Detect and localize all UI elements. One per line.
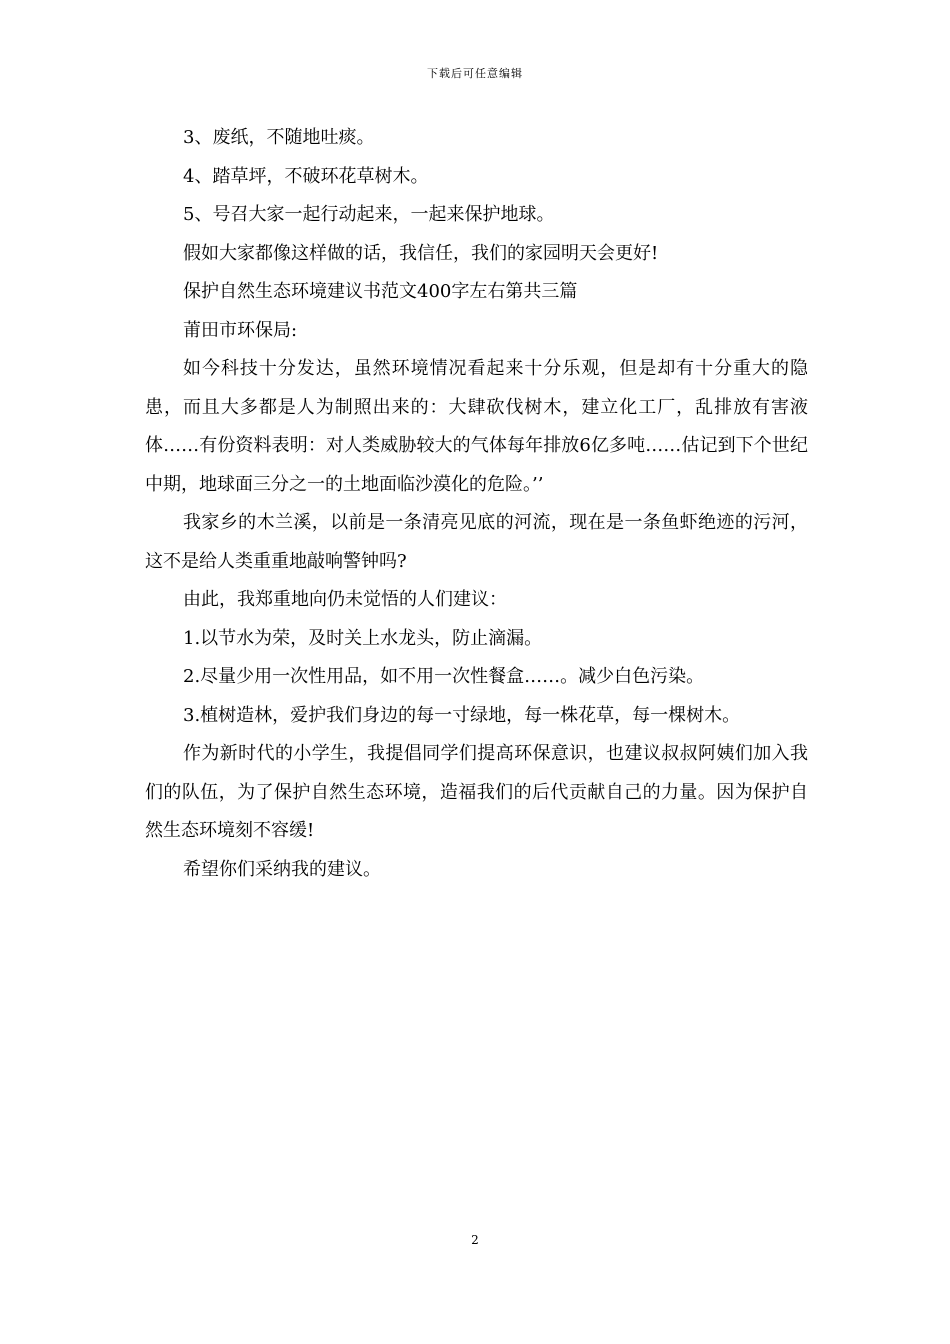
page-number: 2	[471, 1233, 479, 1247]
suggestion-item: 1.以节水为荣，及时关上水龙头，防止滴漏。	[183, 627, 543, 649]
page-header: 下载后可任意编辑	[427, 67, 523, 80]
letter-closing: 希望你们采纳我的建议。	[183, 858, 381, 880]
list-item-call-to-action: 5、号召大家一起行动起来，一起来保护地球。	[183, 204, 555, 225]
letter-salutation: 莆田市环保局:	[183, 319, 298, 341]
suggestion-item: 2.尽量少用一次性用品，如不用一次性餐盒……。减少白色污染。	[183, 666, 705, 687]
list-item-waste-paper: 3、废纸，不随地吐痰。	[183, 127, 375, 148]
section-title: 保护自然生态环境建议书范文400字左右第共三篇	[183, 281, 578, 302]
closing-paragraph: 假如大家都像这样做的话，我信任，我们的家园明天会更好!	[183, 242, 659, 264]
body-paragraph: 我家乡的木兰溪，以前是一条清亮见底的河流，现在是一条鱼虾绝迹的污河，这不是给人类重重地敲响警钟吗?	[145, 512, 808, 572]
document-body	[145, 119, 808, 889]
body-paragraph: 如今科技十分发达，虽然环境情况看起来十分乐观，但是却有十分重大的隐患，而且大多都是人为制照出来的：大肆砍伐树木，建立化工厂，乱排放有害液体……有份资料表明：对人类威胁较大的气体每年排放6亿多吨……估记到下个世纪中期，地球面三分之一的土地面临沙漠化的危险。’’	[145, 358, 808, 495]
body-paragraph: 作为新时代的小学生，我提倡同学们提高环保意识，也建议叔叔阿姨们加入我们的队伍，为了保护自然生态环境，造福我们的后代贡献自己的力量。因为保护自然生态环境刻不容缓!	[145, 743, 808, 841]
suggestion-item: 3.植树造林，爱护我们身边的每一寸绿地，每一株花草，每一棵树木。	[183, 704, 741, 726]
body-paragraph: 由此，我郑重地向仍未觉悟的人们建议：	[183, 589, 507, 610]
list-item-lawn: 4、踏草坪，不破环花草树木。	[183, 165, 429, 187]
